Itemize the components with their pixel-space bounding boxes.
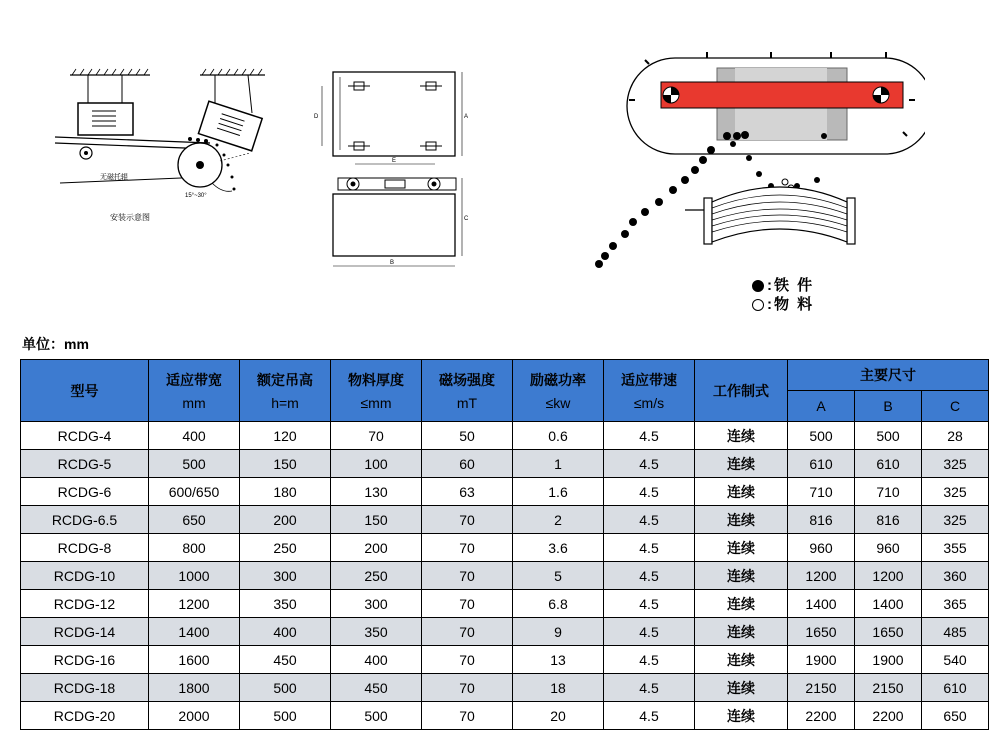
install-diagram-caption: 安装示意图 — [110, 213, 150, 222]
table-row — [21, 702, 989, 730]
legend-iron-label: 铁 件 — [774, 277, 815, 294]
table-row — [21, 590, 989, 618]
table-cell: 6.8 — [513, 590, 604, 618]
table-cell: 70 — [422, 618, 513, 646]
table-cell: 600/650 — [149, 478, 240, 506]
header-field: 磁场强度 mT — [422, 360, 513, 422]
table-cell: 500 — [149, 450, 240, 478]
table-cell: 4.5 — [604, 646, 695, 674]
table-cell: 1400 — [788, 590, 855, 618]
table-cell: 1650 — [788, 618, 855, 646]
table-row — [21, 674, 989, 702]
legend-material-label: 物 料 — [774, 296, 815, 313]
legend-colon: : — [767, 277, 774, 294]
table-cell: 4.5 — [604, 674, 695, 702]
table-cell: 1200 — [855, 562, 922, 590]
table-cell: 1900 — [855, 646, 922, 674]
table-cell: 2 — [513, 506, 604, 534]
table-cell: 610 — [922, 674, 989, 702]
header-mode: 工作制式 — [695, 360, 788, 422]
table-cell: 1 — [513, 450, 604, 478]
table-cell: 120 — [240, 422, 331, 450]
table-cell: 70 — [422, 534, 513, 562]
table-cell: 355 — [922, 534, 989, 562]
table-cell: 710 — [788, 478, 855, 506]
table-cell: 63 — [422, 478, 513, 506]
table-header-row — [21, 360, 989, 391]
table-cell: 1400 — [855, 590, 922, 618]
table-cell: 0.6 — [513, 422, 604, 450]
table-body — [21, 422, 989, 730]
table-cell: RCDG-5 — [21, 450, 149, 478]
table-cell: 325 — [922, 450, 989, 478]
table-cell: RCDG-14 — [21, 618, 149, 646]
table-cell: 70 — [422, 562, 513, 590]
table-cell: 960 — [788, 534, 855, 562]
table-cell: RCDG-20 — [21, 702, 149, 730]
table-cell: RCDG-6.5 — [21, 506, 149, 534]
table-cell: 70 — [422, 674, 513, 702]
table-cell: 连续 — [695, 534, 788, 562]
table-cell: 350 — [240, 590, 331, 618]
table-cell: 1.6 — [513, 478, 604, 506]
table-cell: 4.5 — [604, 478, 695, 506]
header-belt-width: 适应带宽 mm — [149, 360, 240, 422]
table-cell: 连续 — [695, 422, 788, 450]
table-cell: 360 — [922, 562, 989, 590]
table-cell: RCDG-10 — [21, 562, 149, 590]
table-cell: 70 — [331, 422, 422, 450]
table-cell: 2200 — [788, 702, 855, 730]
dim-label-c: C — [464, 216, 469, 222]
installation-diagram — [40, 65, 290, 230]
legend — [752, 276, 814, 314]
table-cell: 250 — [331, 562, 422, 590]
table-cell: 180 — [240, 478, 331, 506]
table-cell: 连续 — [695, 506, 788, 534]
table-cell: 500 — [788, 422, 855, 450]
table-cell: 450 — [240, 646, 331, 674]
header-dim-b: B — [855, 391, 922, 422]
header-thickness: 物料厚度 ≤mm — [331, 360, 422, 422]
table-cell: 650 — [922, 702, 989, 730]
angle-label: 15°~30° — [185, 193, 207, 199]
table-cell: 800 — [149, 534, 240, 562]
header-speed: 适应带速 ≤m/s — [604, 360, 695, 422]
table-cell: 连续 — [695, 646, 788, 674]
table-cell: RCDG-18 — [21, 674, 149, 702]
table-cell: 400 — [240, 618, 331, 646]
table-cell: 连续 — [695, 478, 788, 506]
table-cell: RCDG-6 — [21, 478, 149, 506]
table-cell: RCDG-4 — [21, 422, 149, 450]
spec-table — [20, 359, 989, 730]
table-row — [21, 618, 989, 646]
table-cell: 150 — [331, 506, 422, 534]
table-cell: 130 — [331, 478, 422, 506]
table-row — [21, 562, 989, 590]
table-cell: 300 — [331, 590, 422, 618]
table-cell: 50 — [422, 422, 513, 450]
table-cell: 5 — [513, 562, 604, 590]
header-model: 型号 — [21, 360, 149, 422]
legend-iron — [752, 276, 814, 295]
table-cell: 200 — [331, 534, 422, 562]
table-cell: 1200 — [788, 562, 855, 590]
working-principle-diagram — [585, 40, 925, 275]
table-cell: 610 — [855, 450, 922, 478]
header-dims: 主要尺寸 — [788, 360, 989, 391]
table-cell: 60 — [422, 450, 513, 478]
table-cell: 4.5 — [604, 702, 695, 730]
table-cell: 1400 — [149, 618, 240, 646]
table-cell: RCDG-16 — [21, 646, 149, 674]
table-cell: 1900 — [788, 646, 855, 674]
table-cell: 4.5 — [604, 450, 695, 478]
table-cell: 4.5 — [604, 562, 695, 590]
table-cell: RCDG-12 — [21, 590, 149, 618]
table-row — [21, 534, 989, 562]
dimension-diagram — [300, 60, 480, 280]
table-cell: 350 — [331, 618, 422, 646]
table-cell: 100 — [331, 450, 422, 478]
table-row — [21, 478, 989, 506]
table-row — [21, 506, 989, 534]
header-dim-c: C — [922, 391, 989, 422]
table-cell: 450 — [331, 674, 422, 702]
table-cell: 500 — [240, 674, 331, 702]
table-cell: 1600 — [149, 646, 240, 674]
table-cell: 500 — [855, 422, 922, 450]
table-cell: 18 — [513, 674, 604, 702]
table-cell: 连续 — [695, 674, 788, 702]
table-cell: 70 — [422, 506, 513, 534]
table-cell: 2150 — [855, 674, 922, 702]
header-hang-height: 额定吊高 h=m — [240, 360, 331, 422]
table-cell: 70 — [422, 590, 513, 618]
table-cell: 1200 — [149, 590, 240, 618]
dim-label-b: B — [390, 260, 395, 266]
table-cell: 960 — [855, 534, 922, 562]
table-cell: 4.5 — [604, 590, 695, 618]
table-cell: 485 — [922, 618, 989, 646]
table-cell: 13 — [513, 646, 604, 674]
table-cell: 4.5 — [604, 422, 695, 450]
table-cell: 250 — [240, 534, 331, 562]
table-row — [21, 646, 989, 674]
table-cell: 200 — [240, 506, 331, 534]
table-cell: 28 — [922, 422, 989, 450]
table-cell: 400 — [331, 646, 422, 674]
table-row — [21, 450, 989, 478]
legend-colon: : — [767, 296, 774, 313]
table-cell: 2200 — [855, 702, 922, 730]
table-cell: 连续 — [695, 618, 788, 646]
table-cell: 365 — [922, 590, 989, 618]
table-cell: 连续 — [695, 562, 788, 590]
legend-material — [752, 295, 814, 314]
table-cell: 500 — [331, 702, 422, 730]
table-cell: 4.5 — [604, 618, 695, 646]
table-cell: 650 — [149, 506, 240, 534]
table-cell: 9 — [513, 618, 604, 646]
table-cell: 540 — [922, 646, 989, 674]
table-cell: 4.5 — [604, 506, 695, 534]
table-cell: RCDG-8 — [21, 534, 149, 562]
table-cell: 70 — [422, 702, 513, 730]
iron-dot-icon — [752, 280, 764, 292]
table-cell: 4.5 — [604, 534, 695, 562]
table-cell: 710 — [855, 478, 922, 506]
material-dot-icon — [752, 299, 764, 311]
header-dim-a: A — [788, 391, 855, 422]
table-cell: 816 — [788, 506, 855, 534]
roller-label: 无磁托辊 — [100, 174, 128, 181]
table-cell: 325 — [922, 506, 989, 534]
table-cell: 150 — [240, 450, 331, 478]
dim-label-e: E — [392, 158, 397, 164]
dim-label-d: D — [314, 114, 319, 120]
table-cell: 70 — [422, 646, 513, 674]
header-power: 励磁功率 ≤kw — [513, 360, 604, 422]
table-cell: 1000 — [149, 562, 240, 590]
table-cell: 610 — [788, 450, 855, 478]
table-cell: 3.6 — [513, 534, 604, 562]
table-cell: 连续 — [695, 450, 788, 478]
table-cell: 连续 — [695, 702, 788, 730]
table-cell: 1800 — [149, 674, 240, 702]
table-cell: 300 — [240, 562, 331, 590]
table-cell: 500 — [240, 702, 331, 730]
table-cell: 2150 — [788, 674, 855, 702]
unit-label: 单位：mm — [22, 336, 89, 352]
table-cell: 1650 — [855, 618, 922, 646]
dim-label-a: A — [464, 114, 469, 120]
table-cell: 325 — [922, 478, 989, 506]
table-cell: 连续 — [695, 590, 788, 618]
table-cell: 400 — [149, 422, 240, 450]
table-cell: 20 — [513, 702, 604, 730]
table-row — [21, 422, 989, 450]
table-cell: 2000 — [149, 702, 240, 730]
table-cell: 816 — [855, 506, 922, 534]
